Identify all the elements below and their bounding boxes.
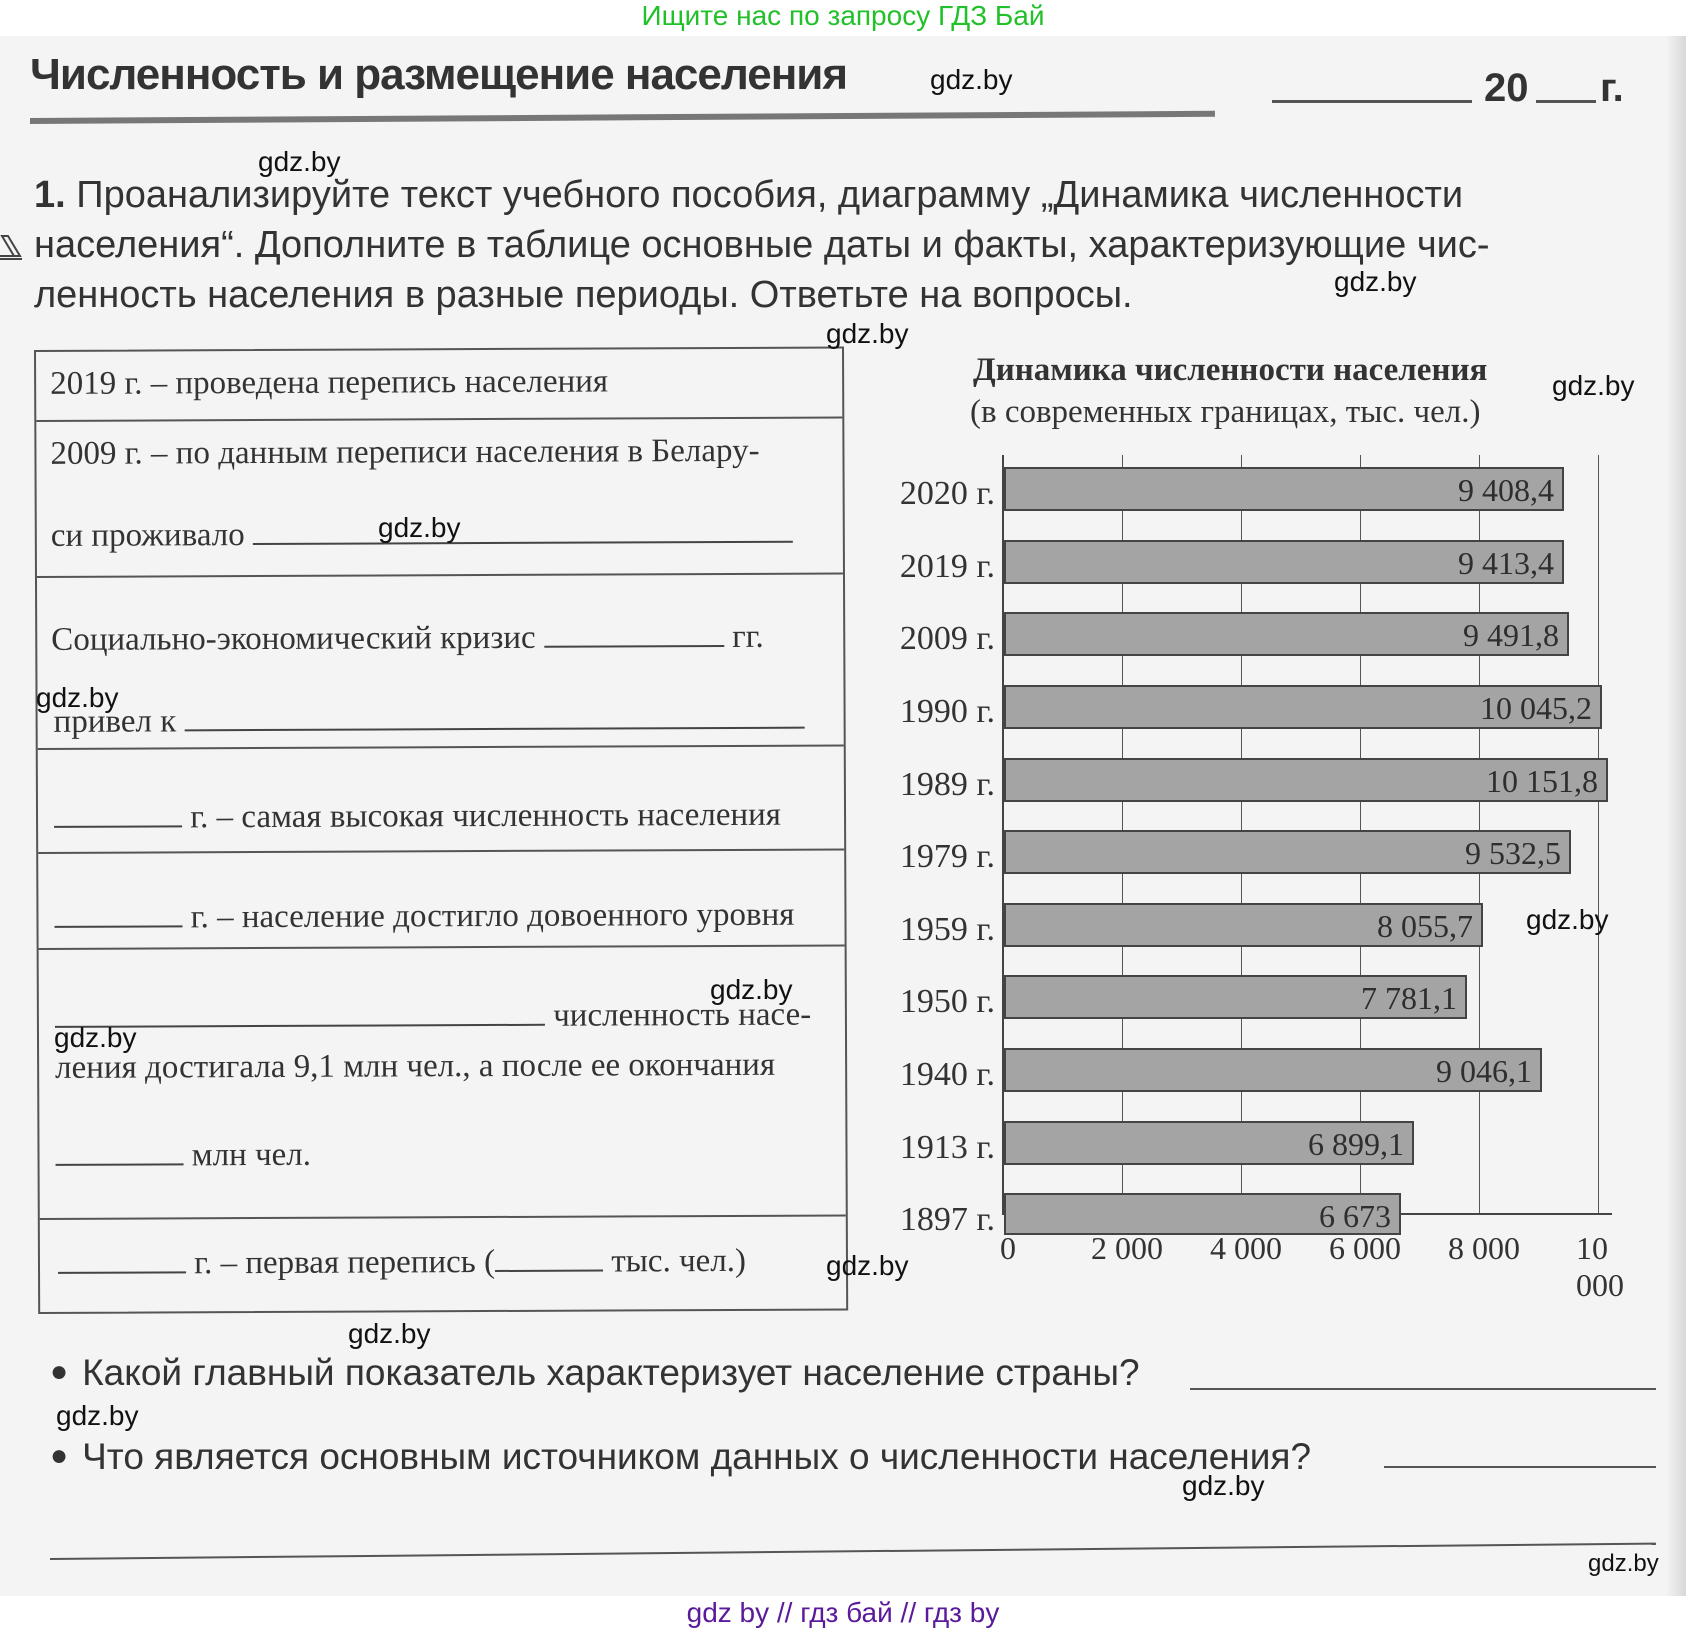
bar-1959 — [1004, 903, 1483, 947]
x-tick-label: 6 000 — [1329, 1230, 1401, 1266]
watermark: gdz.by — [378, 512, 461, 543]
x-tick-label: 4 000 — [1210, 1230, 1282, 1266]
watermark: gdz.by — [54, 1022, 137, 1053]
bar-value: 10 045,2 — [1480, 690, 1592, 726]
answer-blank[interactable] — [54, 801, 182, 828]
bar-1950 — [1004, 975, 1467, 1019]
row-text: г. – первая перепись ( — [194, 1243, 496, 1282]
category-label: 1959 г. — [899, 911, 995, 948]
row-text: Социально-экономический кризис — [51, 619, 536, 658]
bar-value: 8 055,7 — [1377, 908, 1473, 944]
watermark: gdz.by — [930, 64, 1013, 95]
row-text: тыс. чел.) — [611, 1242, 747, 1280]
table-row — [37, 574, 844, 750]
row-text: ления достигала 9,1 млн чел., а после ее окончания — [55, 1046, 776, 1086]
answer-blank[interactable] — [495, 1246, 603, 1272]
table-row — [36, 348, 842, 422]
x-tick-label: 8 000 — [1448, 1230, 1520, 1266]
page-edge-shadow — [1666, 36, 1686, 1596]
row-text: привел к — [53, 703, 177, 740]
row-text: 2009 г. – по данным переписи населения в Белару- — [50, 432, 760, 472]
bar-2019 — [1004, 540, 1564, 584]
row-text: численность насе- — [553, 996, 812, 1034]
footer-banner: gdz by // гдз бай // гдз by — [0, 1596, 1686, 1634]
answer-blank[interactable] — [55, 1139, 183, 1166]
category-label: 2020 г. — [899, 475, 995, 512]
category-label: 1979 г. — [899, 838, 995, 875]
category-label: 1989 г. — [899, 766, 995, 803]
question-text: Что является основным источником данных о численности населения? — [82, 1436, 1312, 1477]
watermark: gdz.by — [1526, 904, 1609, 935]
answer-blank[interactable] — [253, 517, 793, 545]
row-text-with-blank — [58, 1243, 746, 1283]
watermark: gdz.by — [1588, 1550, 1659, 1577]
table-row — [40, 1216, 846, 1316]
row-text: си проживало — [50, 517, 245, 554]
answer-blank[interactable] — [54, 901, 182, 928]
task-number: 1. — [34, 174, 66, 216]
bar-1990 — [1004, 685, 1602, 729]
gridline — [1598, 455, 1599, 1213]
watermark: gdz.by — [1182, 1470, 1265, 1501]
category-label: 1950 г. — [899, 983, 995, 1020]
watermark: gdz.by — [258, 146, 341, 177]
facts-table — [34, 346, 848, 1314]
date-year: 20 — [1484, 66, 1529, 110]
bar-1989 — [1004, 758, 1608, 802]
category-label: 2009 г. — [899, 620, 995, 657]
pencil-book-icon — [0, 232, 22, 260]
bar-value: 6 899,1 — [1308, 1126, 1404, 1162]
search-banner: Ищите нас по запросу ГДЗ Бай — [641, 0, 1045, 31]
bar-value: 9 408,4 — [1458, 472, 1554, 508]
category-label: 1897 г. — [899, 1201, 995, 1238]
bar-2020 — [1004, 467, 1564, 511]
row-text-with-blank — [54, 897, 794, 937]
row-text: 2019 г. – проведена перепись населения — [50, 363, 609, 402]
bar-value: 9 046,1 — [1436, 1053, 1532, 1089]
bar-value: 7 781,1 — [1361, 980, 1457, 1016]
bar-value: 10 151,8 — [1486, 763, 1598, 799]
answer-line[interactable] — [1190, 1388, 1656, 1390]
question-2 — [50, 1436, 1311, 1478]
category-label: 1990 г. — [899, 693, 995, 730]
x-tick-label: 10 000 — [1576, 1230, 1624, 1303]
x-tick-label: 0 — [1000, 1230, 1016, 1266]
date-year-blank-line[interactable] — [1536, 100, 1596, 103]
task-line-1: Проанализируйте текст учебного пособия, диаграмму „Динамика численности — [76, 174, 1464, 216]
bar-2009 — [1004, 612, 1569, 656]
bullet-icon: ● — [50, 1439, 69, 1472]
bar-value: 6 673 — [1319, 1198, 1391, 1234]
watermark: gdz.by — [1552, 370, 1635, 401]
watermark: gdz.by — [1334, 266, 1417, 297]
row-text-with-blank — [55, 1137, 311, 1175]
category-label: 2019 г. — [899, 548, 995, 585]
row-text-with-blank — [51, 619, 764, 659]
x-tick-label: 2 000 — [1091, 1230, 1163, 1266]
watermark: gdz.by — [56, 1400, 139, 1431]
question-1 — [50, 1352, 1140, 1394]
answer-blank[interactable] — [58, 1247, 186, 1274]
bar-value: 9 532,5 — [1465, 835, 1561, 871]
chart-title: Динамика численности населения — [973, 352, 1488, 388]
date-blank-line[interactable] — [1272, 100, 1472, 103]
question-text: Какой главный показатель характеризует население страны? — [82, 1352, 1140, 1393]
row-text-with-blank — [55, 997, 811, 1037]
row-text-with-blank — [54, 797, 781, 837]
row-text: г. – население достигло довоенного уровня — [190, 896, 795, 936]
date-suffix: г. — [1600, 66, 1624, 110]
row-text: г. – самая высокая численность населения — [190, 796, 782, 836]
bar-value: 9 491,8 — [1463, 617, 1559, 653]
bar-1913 — [1004, 1121, 1414, 1165]
population-bar-chart — [880, 455, 1660, 1303]
table-row — [36, 418, 843, 578]
bar-1940 — [1004, 1048, 1542, 1092]
watermark: gdz.by — [826, 318, 909, 349]
bullet-icon: ● — [50, 1355, 69, 1388]
row-text: гг. — [732, 618, 764, 655]
table-row — [38, 746, 844, 854]
answer-line[interactable] — [1384, 1466, 1656, 1468]
task-line-3: ленность населения в разные периоды. Ответьте на вопросы. — [34, 274, 1133, 316]
row-text: млн чел. — [191, 1136, 312, 1174]
plot-area — [1002, 455, 1612, 1234]
bar-1979 — [1004, 830, 1571, 874]
row-text-with-blank — [54, 701, 805, 741]
answer-blank[interactable] — [184, 703, 804, 732]
category-label: 1940 г. — [899, 1056, 995, 1093]
bar-1897 — [1004, 1193, 1401, 1235]
watermark: gdz.by — [710, 974, 793, 1005]
answer-blank[interactable] — [544, 621, 724, 648]
table-row — [38, 850, 844, 950]
chart-subtitle: (в современных границах, тыс. чел.) — [970, 394, 1481, 430]
watermark: gdz.by — [826, 1250, 909, 1281]
page-title: Численность и размещение населения — [30, 50, 848, 99]
bar-value: 9 413,4 — [1458, 545, 1554, 581]
watermark: gdz.by — [348, 1318, 431, 1349]
category-label: 1913 г. — [899, 1129, 995, 1166]
task-line-2: населения“. Дополните в таблице основные даты и факты, характеризующие чис- — [34, 224, 1490, 266]
watermark: gdz.by — [36, 682, 119, 713]
